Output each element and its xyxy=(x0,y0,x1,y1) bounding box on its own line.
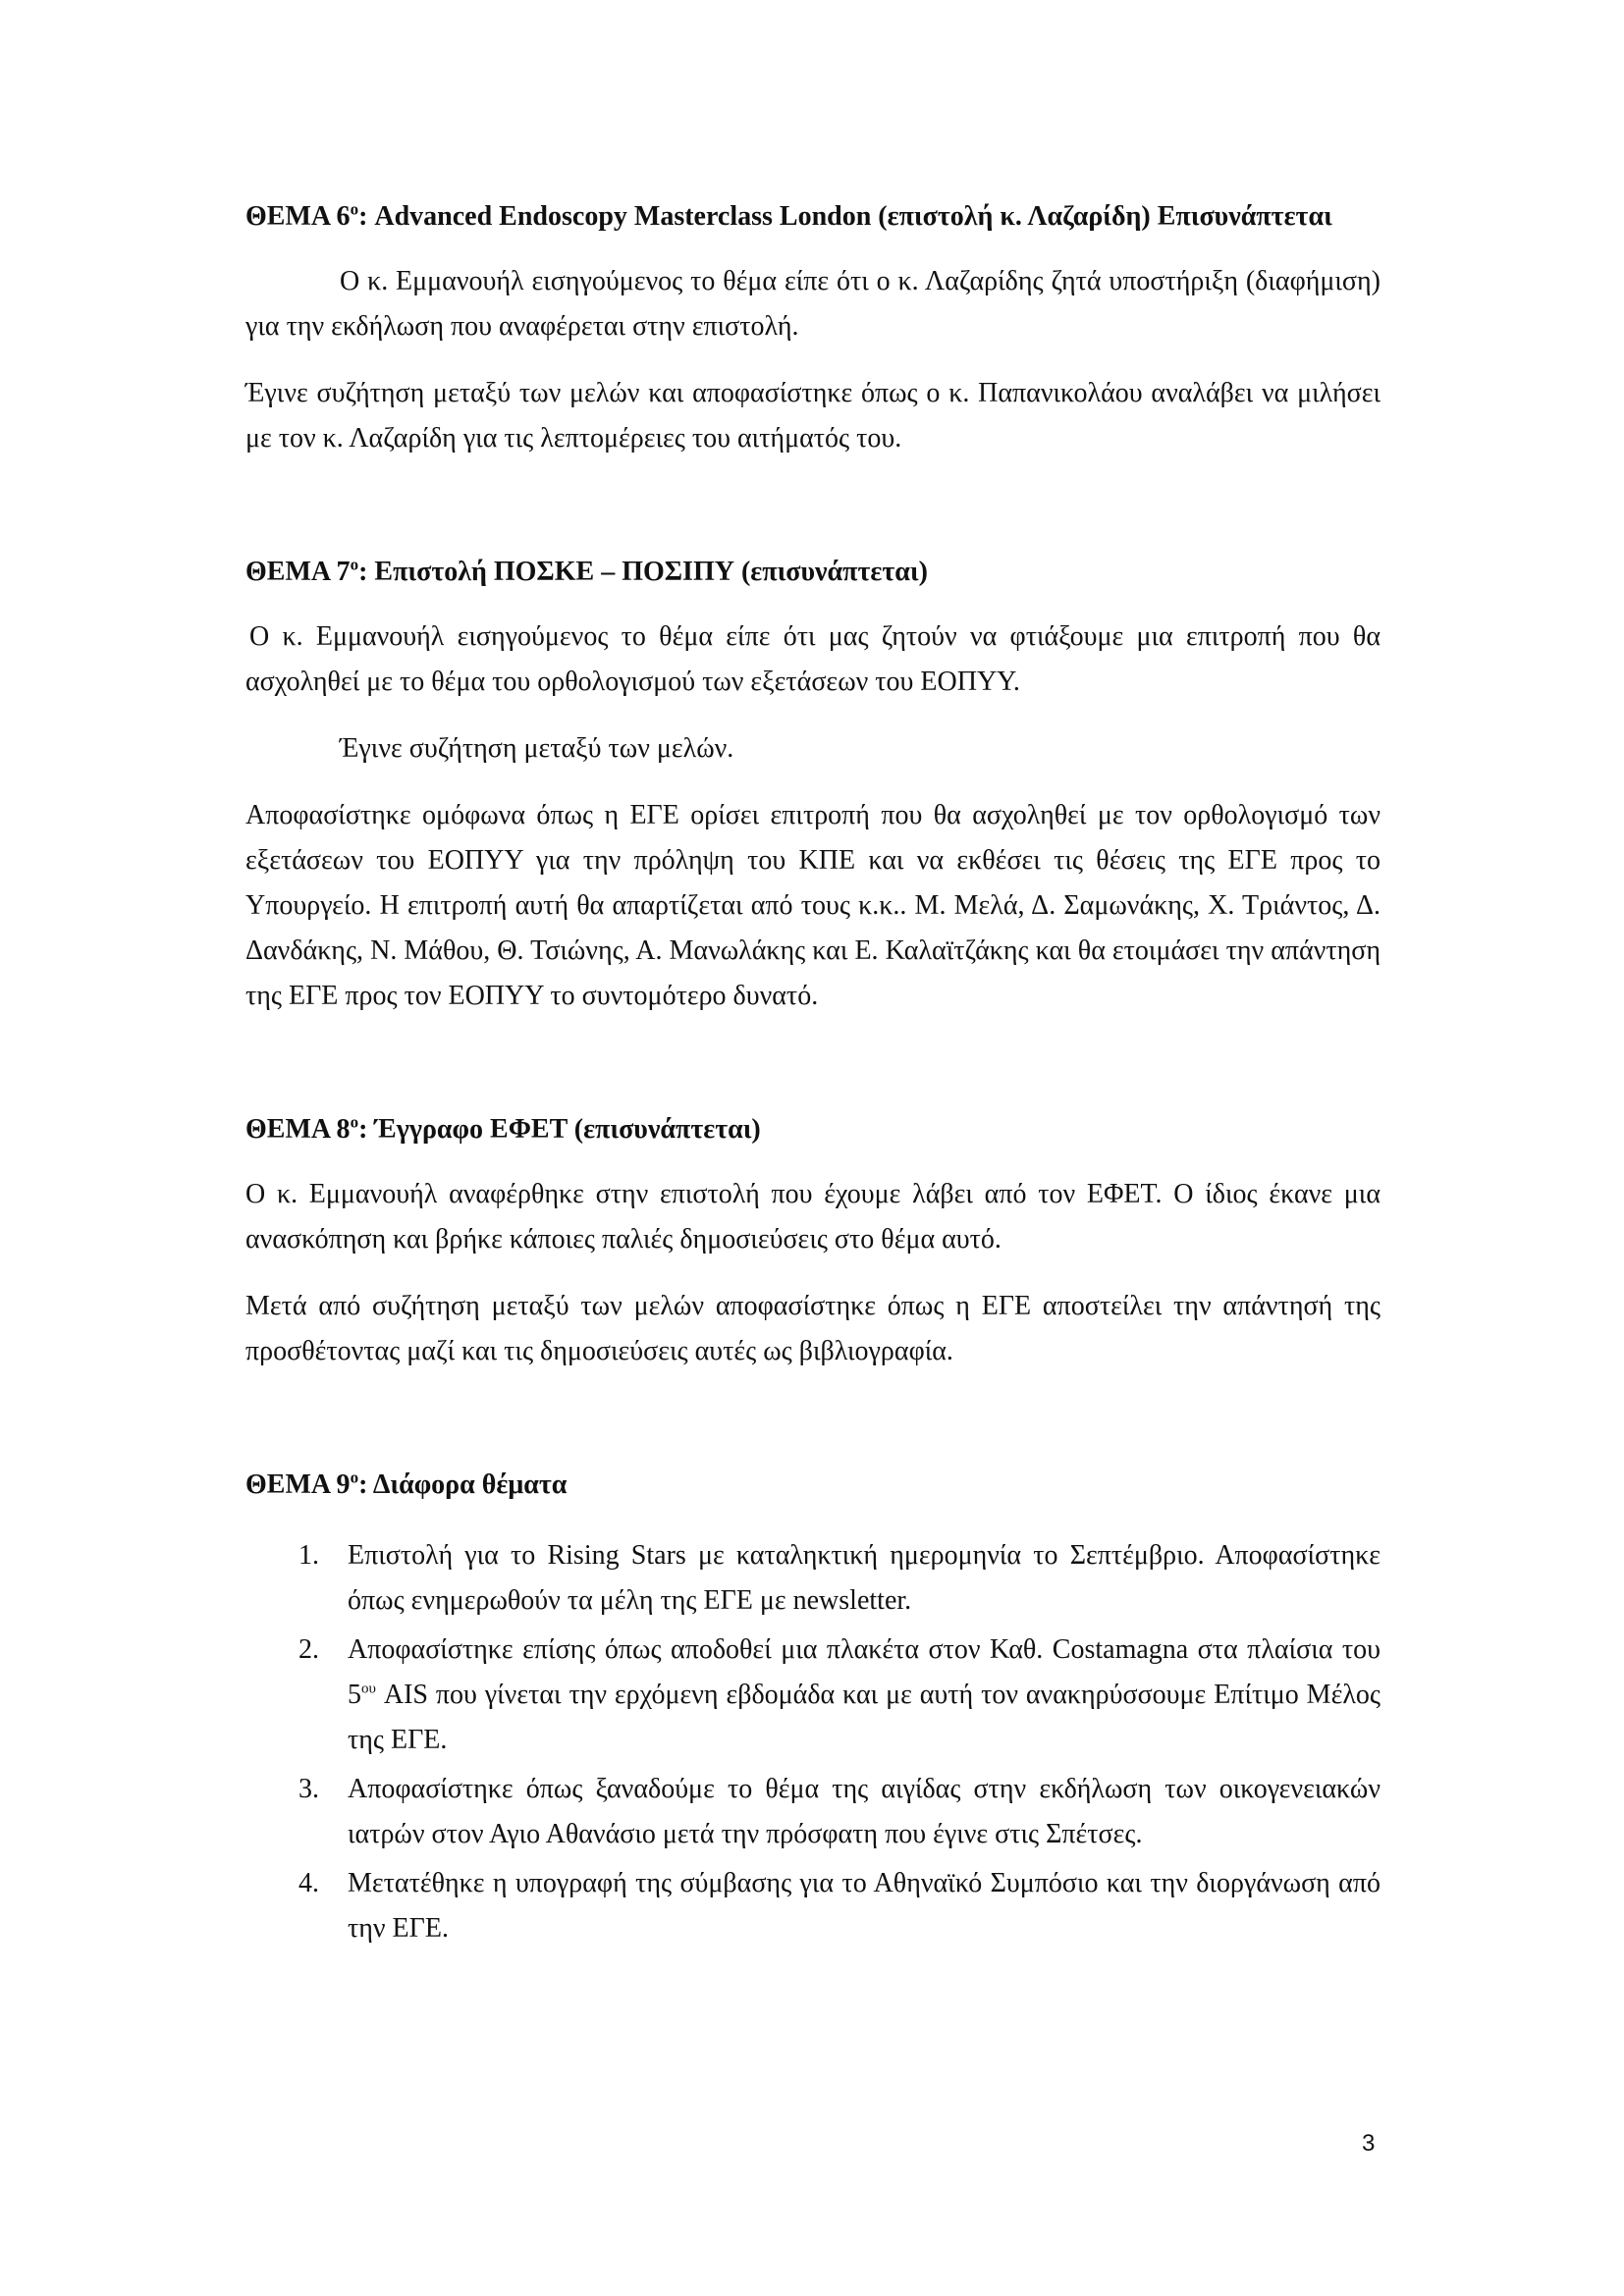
section-theme-8 xyxy=(245,1107,1380,1374)
heading-ordinal: ο xyxy=(350,199,359,219)
list-item xyxy=(245,1533,1380,1624)
heading-prefix: ΘΕΜΑ 7 xyxy=(245,557,351,587)
list-item xyxy=(245,1628,1380,1763)
section-heading xyxy=(245,550,1380,595)
heading-ordinal: ο xyxy=(350,1112,359,1132)
list-item-number: 4. xyxy=(298,1868,319,1898)
section-theme-7 xyxy=(245,550,1380,1019)
list-item-number: 3. xyxy=(298,1774,319,1804)
paragraph: Έγινε συζήτηση μεταξύ των μελών. xyxy=(340,733,734,764)
heading-text: : Διάφορα θέματα xyxy=(358,1469,568,1500)
section-heading xyxy=(245,1463,1380,1508)
section-heading xyxy=(245,194,1380,240)
section-heading xyxy=(245,1107,1380,1152)
page-number: 3 xyxy=(1362,2130,1376,2157)
heading-text: : Advanced Endoscopy Masterclass London (επιστολή κ. Λαζαρίδη) Επισυνάπτεται xyxy=(358,201,1332,232)
section-theme-6 xyxy=(245,194,1380,461)
heading-prefix: ΘΕΜΑ 9 xyxy=(245,1469,351,1500)
paragraph: Ο κ. Εμμανουήλ αναφέρθηκε στην επιστολή που έχουμε λάβει από τον ΕΦΕΤ. Ο ίδιος έκανε μια ανασκόπηση και βρήκε κάποιες παλιές δημοσιεύσεις στο θέμα αυτό. xyxy=(245,1179,1380,1255)
section-theme-9 xyxy=(245,1463,1380,1951)
paragraph: Αποφασίστηκε ομόφωνα όπως η ΕΓΕ ορίσει επιτροπή που θα ασχοληθεί με τον ορθολογισμό των εξετάσεων του ΕΟΠΥΥ για την πρόληψη του ΚΠΕ και να εκθέσει τις θέσεις της ΕΓΕ προς το Υπουργείο. Η επιτροπή αυτή θα απαρτίζεται από τους κ.κ.. Μ. Μελά, Δ. Σαμωνάκης, Χ. Τριάντος, Δ. Δανδάκης, Ν. Μάθου, Θ. Τσιώνης, Α. Μανωλάκης και Ε. Καλαϊτζάκης και θα ετοιμάσει την απάντηση της ΕΓΕ προς τον ΕΟΠΥΥ το συντομότερο δυνατό. xyxy=(245,800,1380,1011)
numbered-list xyxy=(245,1533,1380,1951)
paragraph: Έγινε συζήτηση μεταξύ των μελών και αποφασίστηκε όπως ο κ. Παπανικολάου αναλάβει να μιλήσει με τον κ. Λαζαρίδη για τις λεπτομέρειες του αιτήματός του. xyxy=(245,378,1380,454)
list-item-text-continued: AIS που γίνεται την ερχόμενη εβδομάδα και με αυτή τον ανακηρύσσουμε Επίτιμο Μέλος της ΕΓΕ. xyxy=(348,1680,1380,1755)
list-item-text: Μετατέθηκε η υπογραφή της σύμβασης για το Αθηναϊκό Συμπόσιο και την διοργάνωση από την ΕΓΕ. xyxy=(348,1868,1380,1944)
heading-ordinal: ο xyxy=(350,1468,359,1487)
list-item-ordinal: ου xyxy=(361,1681,376,1697)
list-item-number: 1. xyxy=(298,1540,319,1571)
paragraph: Ο κ. Εμμανουήλ εισηγούμενος το θέμα είπε ότι μας ζητούν να φτιάξουμε μια επιτροπή που θα ασχοληθεί με το θέμα του ορθολογισμού των εξετάσεων του ΕΟΠΥΥ. xyxy=(245,621,1380,697)
list-item-text: Αποφασίστηκε επίσης όπως αποδοθεί μια πλακέτα στον Καθ. Costamagna στα πλαίσια του 5 xyxy=(348,1634,1380,1710)
heading-prefix: ΘΕΜΑ 6 xyxy=(245,201,351,232)
list-item-text: Αποφασίστηκε όπως ξαναδούμε το θέμα της αιγίδας στην εκδήλωση των οικογενειακών ιατρών στον Αγιο Αθανάσιο μετά την πρόσφατη που έγινε στις Σπέτσες. xyxy=(348,1774,1380,1849)
heading-text: : Έγγραφο ΕΦΕΤ (επισυνάπτεται) xyxy=(358,1114,761,1145)
list-item xyxy=(245,1767,1380,1857)
list-item-number: 2. xyxy=(298,1634,319,1665)
heading-prefix: ΘΕΜΑ 8 xyxy=(245,1114,351,1145)
list-item xyxy=(245,1861,1380,1951)
list-item-text: Επιστολή για το Rising Stars με καταληκτική ημερομηνία το Σεπτέμβριο. Αποφασίστηκε όπως ενημερωθούν τα μέλη της ΕΓΕ με newsletter. xyxy=(348,1540,1380,1616)
document-page xyxy=(245,194,1380,1955)
heading-text: : Επιστολή ΠΟΣΚΕ – ΠΟΣΙΠΥ (επισυνάπτεται) xyxy=(358,557,928,587)
paragraph: Μετά από συζήτηση μεταξύ των μελών αποφασίστηκε όπως η ΕΓΕ αποστείλει την απάντησή της προσθέτοντας μαζί και τις δημοσιεύσεις αυτές ως βιβλιογραφία. xyxy=(245,1291,1380,1366)
heading-ordinal: ο xyxy=(350,555,359,574)
paragraph: Ο κ. Εμμανουήλ εισηγούμενος το θέμα είπε ότι ο κ. Λαζαρίδης ζητά υποστήριξη (διαφήμιση) για την εκδήλωση που αναφέρεται στην επιστολή. xyxy=(245,266,1380,342)
